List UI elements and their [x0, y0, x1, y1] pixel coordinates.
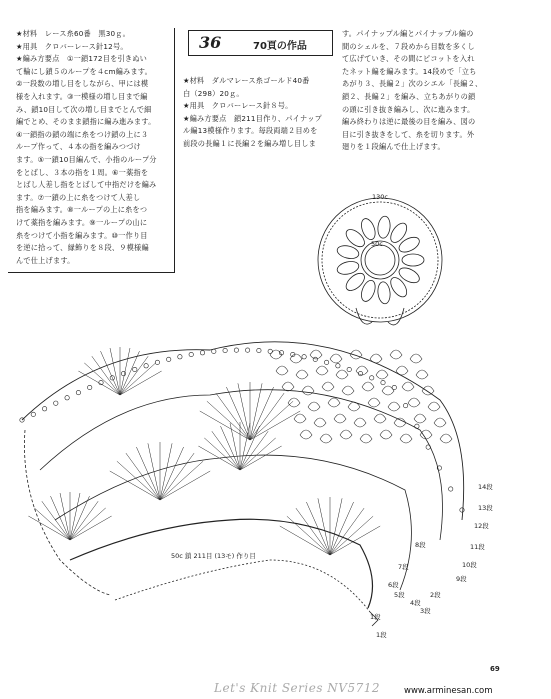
net-loop: [380, 430, 392, 439]
page-number: 69: [490, 665, 500, 673]
pineapple-stitch: [70, 496, 90, 540]
pineapple-stitch: [120, 363, 156, 395]
edge-picot: [167, 357, 171, 361]
row-label: 4段: [410, 599, 421, 607]
net-loop: [428, 402, 440, 411]
pineapple-petal: [377, 216, 392, 239]
edge-picot: [415, 424, 419, 428]
pineapple-stitch: [117, 461, 160, 500]
edge-picot: [358, 371, 362, 375]
net-loop: [416, 370, 428, 379]
net-loop: [374, 414, 386, 423]
net-loop: [434, 418, 446, 427]
net-loop: [408, 398, 420, 407]
net-loop: [414, 414, 426, 423]
instruction-line: の頭に引き抜き編みし、次に進みます。: [342, 104, 475, 114]
net-loop: [302, 386, 314, 395]
instruction-line: 間のシェルを、７段めから目数を多くし: [342, 41, 475, 51]
net-loop: [390, 350, 402, 359]
net-loop: [354, 418, 366, 427]
net-loop: [400, 434, 412, 443]
pineapple-stitch: [330, 516, 373, 555]
net-loop: [322, 382, 334, 391]
row-label: 9段: [456, 575, 467, 583]
pineapple-petal: [397, 234, 422, 255]
row-label: 14段: [478, 483, 493, 491]
edge-picot: [189, 352, 193, 356]
edge-picot: [347, 367, 351, 371]
net-loop: [316, 366, 328, 375]
row-label: 7段: [398, 563, 409, 571]
row-label: 1段: [376, 631, 387, 639]
net-loop: [294, 414, 306, 423]
row-label: 6段: [388, 581, 399, 589]
row-label: 3段: [420, 607, 431, 615]
edge-picot: [223, 348, 227, 352]
edge-picot: [324, 360, 328, 364]
instruction-line: けて薬指を編みます。⑨一ループの山に: [16, 217, 148, 227]
edge-picot: [403, 403, 407, 407]
pineapple-stitch: [101, 351, 121, 395]
net-loop: [422, 386, 434, 395]
instruction-line: 指を編みます。⑧一ループの上に糸をつ: [16, 205, 148, 215]
net-loop: [276, 366, 288, 375]
net-loop: [440, 434, 452, 443]
net-loop: [340, 430, 352, 439]
instruction-line: ★用具 クロバーレース針８号。: [183, 101, 293, 111]
instruction-line: とばし人差し指をとばして中指だけを編み: [16, 180, 157, 190]
pineapple-stitch: [287, 516, 330, 555]
watermark-url: www.arminesan.com: [404, 686, 493, 696]
edge-picot: [302, 355, 306, 359]
edge-picot: [313, 357, 317, 361]
pineapple-stitch: [78, 371, 120, 395]
instruction-line: たネット編を編みます。14段めで「立ち: [342, 66, 477, 76]
net-loop: [288, 398, 300, 407]
pineapple-stitch: [250, 411, 300, 440]
pineapple-stitch: [198, 446, 240, 470]
pineapple-stitch: [240, 438, 276, 470]
net-loop: [362, 382, 374, 391]
outer-circumference-label: 130c: [372, 193, 388, 201]
net-loop: [300, 430, 312, 439]
instruction-line: 編でとめ、そのまま鎖指に編み進みます。: [16, 117, 156, 127]
row-label: 2段: [430, 591, 441, 599]
edge-picot: [200, 351, 204, 355]
pattern-title: 70頁の作品: [253, 41, 307, 52]
instruction-line: ★編み方要点 鎖211目作り、パイナップ: [183, 113, 323, 123]
instruction-line: す。パイナップル編とパイナップル編の: [342, 29, 474, 38]
row-label: 12段: [474, 522, 489, 530]
instruction-line: ★用具 クロバーレース針12号。: [16, 41, 128, 51]
instruction-line: んで仕上げます。: [16, 255, 75, 265]
instruction-line: 前段の長編１に長編２を編み増し目しま: [183, 138, 316, 148]
instruction-line: 白（298）20ｇ。: [183, 88, 244, 98]
edge-picot: [65, 396, 69, 400]
instruction-line: を逆に拾って、縁飾りを８段、９模様編: [16, 243, 149, 253]
instruction-line: 目に引き抜きをして、糸を切ります。外: [342, 129, 475, 139]
pineapple-stitch: [207, 401, 250, 440]
net-loop: [420, 430, 432, 439]
net-loop: [330, 354, 342, 363]
pineapple-petal: [359, 217, 378, 242]
net-loop: [314, 418, 326, 427]
net-loop: [360, 434, 372, 443]
pineapple-stitch: [250, 387, 274, 440]
pineapple-stitch: [28, 516, 70, 540]
pineapple-stitch: [136, 447, 160, 500]
pineapple-stitch: [226, 387, 250, 440]
net-loop: [336, 370, 348, 379]
edge-picot: [88, 385, 92, 389]
edge-picot: [155, 360, 159, 364]
row-label: 5段: [394, 591, 405, 599]
edge-picot: [381, 380, 385, 384]
pineapple-stitch: [34, 508, 70, 540]
pineapple-petal: [343, 270, 367, 294]
net-loop: [320, 434, 332, 443]
edge-picot: [42, 407, 46, 411]
pineapple-stitch: [204, 438, 240, 470]
row-label: 1段: [370, 613, 381, 621]
pineapple-stitch: [51, 496, 71, 540]
instruction-line: 鎖２、長編２」を編み、立ちあがりの鎖: [342, 91, 476, 101]
instruction-line: ★編み方要点 ①一鎖172目を引きぬい: [16, 54, 148, 64]
instruction-line: 編み終わりは逆に最後の目を編み、図の: [342, 117, 476, 127]
edge-picot: [54, 401, 58, 405]
edge-picot: [392, 385, 396, 389]
small-top-view-diagram: [318, 198, 442, 325]
row-label: 8段: [415, 541, 426, 549]
net-loop: [296, 370, 308, 379]
edge-picot: [460, 508, 464, 512]
edge-picot: [178, 355, 182, 359]
edge-picot: [449, 487, 453, 491]
chain-count-label: 50c 鎖 211目 (13モ) 作り目: [171, 552, 256, 560]
instruction-line: み、鎖10目して次の増し目までとんで細: [16, 104, 152, 114]
pineapple-petal: [402, 254, 424, 266]
edge-picot: [370, 376, 374, 380]
instruction-line: ★材料 ダルマレース糸ゴールド40番: [183, 76, 310, 85]
net-loop: [402, 382, 414, 391]
pineapple-stitch: [240, 446, 282, 470]
instruction-line: ループ作って、４本の指を編みつづけ: [16, 142, 141, 152]
instruction-line: 様を入れます。③一模様の増し目まで編: [16, 91, 148, 101]
pineapple-stitch: [160, 447, 184, 500]
pattern-number: 36: [199, 33, 222, 52]
pineapple-stitch: [70, 508, 106, 540]
instruction-line: ④一鎖指の鎖の端に糸をつけ鎖の上に３: [16, 129, 149, 139]
edge-picot: [212, 349, 216, 353]
pineapple-petal: [397, 265, 422, 286]
pineapple-stitch: [250, 401, 293, 440]
net-loop: [282, 382, 294, 391]
pineapple-stitch: [160, 471, 210, 500]
net-loop: [308, 402, 320, 411]
net-loop: [410, 354, 422, 363]
net-loop: [356, 366, 368, 375]
edge-picot: [234, 348, 238, 352]
pineapple-petal: [343, 226, 367, 250]
net-loop: [310, 350, 322, 359]
edge-picot: [426, 445, 430, 449]
pineapple-petal: [377, 281, 392, 304]
series-footer: Let's Knit Series NV5712: [214, 681, 381, 695]
net-loop: [290, 354, 302, 363]
net-loop: [376, 370, 388, 379]
pineapple-stitch: [160, 461, 203, 500]
pineapple-stitch: [70, 516, 112, 540]
edge-picot: [31, 412, 35, 416]
row-label: 11段: [470, 543, 485, 551]
pineapple-stitch: [330, 526, 380, 555]
instruction-line: をとばし、３本の指を１周。⑥一薬指を: [16, 167, 149, 177]
net-loop: [342, 386, 354, 395]
edge-picot: [268, 349, 272, 353]
row-label: 13段: [478, 504, 493, 512]
edge-picot: [257, 348, 261, 352]
instruction-line: ます。⑤一鎖10目編んで、小指のループ分: [16, 154, 157, 164]
pineapple-petal: [388, 275, 410, 300]
instruction-line: ル編13模様作ります。毎段両端２目めを: [183, 126, 318, 136]
edge-picot: [245, 348, 249, 352]
edge-picot: [133, 367, 137, 371]
net-loop: [334, 414, 346, 423]
net-loop: [388, 402, 400, 411]
pineapple-petal: [359, 278, 378, 303]
instruction-line: て広げていき、その間にピコットを入れ: [342, 54, 475, 64]
instruction-line: ます。⑦一鎖の上に糸をつけて人差し: [16, 192, 141, 202]
instruction-line: 廻りを１段編んで仕上げます。: [342, 142, 445, 152]
pineapple-stitch: [330, 502, 354, 555]
edge-picot: [336, 364, 340, 368]
instruction-line: て輪にし鎖５のループを４cm編みます。: [16, 66, 153, 76]
row-label: 10段: [462, 561, 477, 569]
net-loop: [394, 418, 406, 427]
edge-picot: [121, 371, 125, 375]
instruction-line: あがり３、長編２」次のシエル「長編２、: [342, 79, 483, 89]
inner-circumference-label: 50c: [371, 240, 383, 248]
pineapple-stitch: [306, 502, 330, 555]
instruction-line: ②一段数の増し目をしながら、甲には模: [16, 79, 149, 89]
instruction-line: 糸をつけて小指を編みます。⑩一作り目: [16, 230, 148, 240]
pineapple-petal: [388, 220, 410, 245]
pineapple-stitch: [120, 371, 162, 395]
edge-picot: [144, 364, 148, 368]
net-loop: [368, 398, 380, 407]
instruction-line: ★材料 レース糸60番 黒30ｇ。: [16, 29, 131, 38]
net-loop: [328, 398, 340, 407]
edge-picot: [76, 390, 80, 394]
